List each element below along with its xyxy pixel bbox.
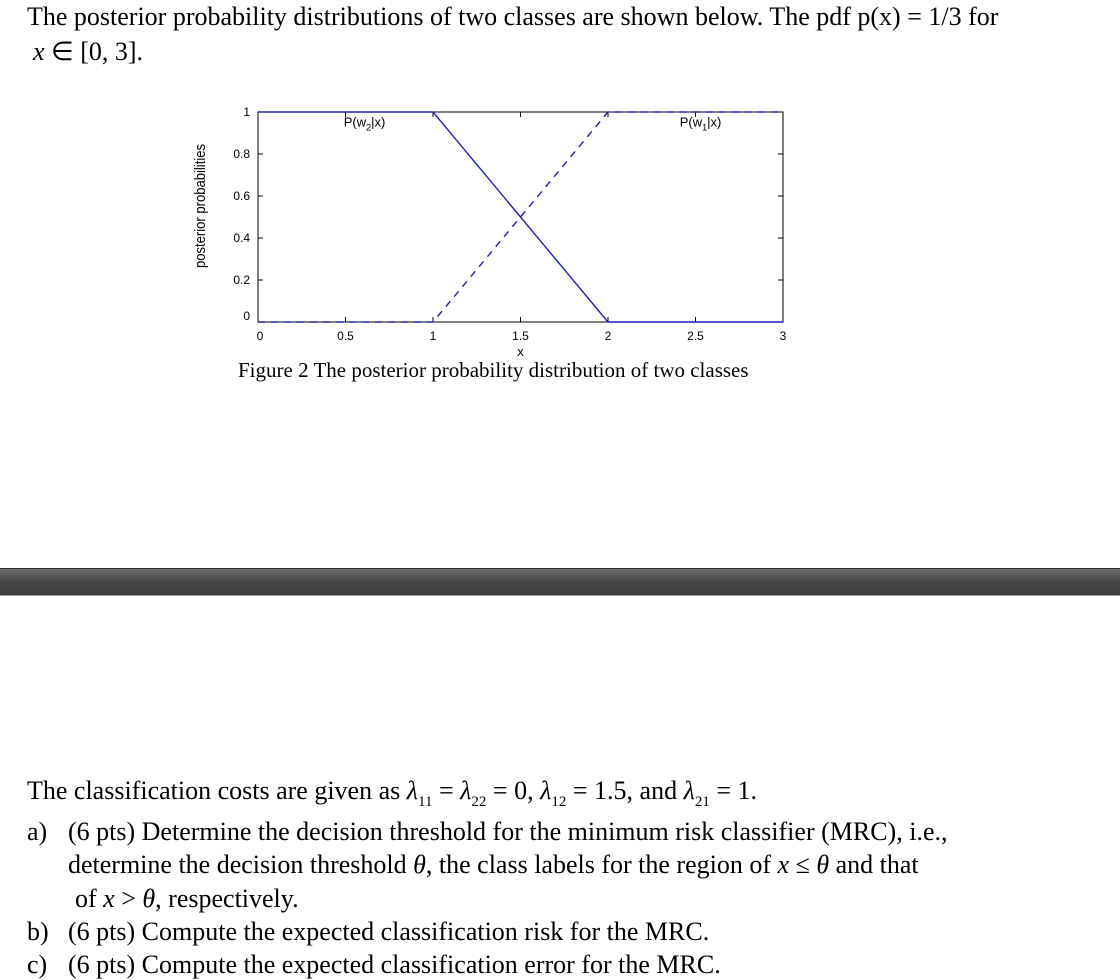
gt: > xyxy=(114,884,143,913)
figure-caption: Figure 2 The posterior probability distribution of two classes xyxy=(238,358,749,382)
lambda-12: λ xyxy=(540,776,552,805)
y-tick-label: 0.8 xyxy=(233,147,250,161)
series-label-w1: $P(w_1|x)$ xyxy=(679,114,722,133)
y-tick-label: 1 xyxy=(243,105,250,119)
theta-2: θ xyxy=(816,850,830,879)
zero-value: 0, xyxy=(514,776,541,805)
x-tick-label: 2.5 xyxy=(687,329,704,343)
a2-mid: , the class labels for the region of xyxy=(425,850,778,879)
x-axis-label: x xyxy=(517,344,524,359)
intro-line-2 xyxy=(33,37,143,67)
lambda-21-value: 1 xyxy=(737,776,751,805)
x-tick-label: 2 xyxy=(604,329,612,343)
question-c-text: (6 pts) Compute the expected classification error for the MRC. xyxy=(68,950,721,979)
eq-4: = xyxy=(709,776,738,805)
x-tick-label: 0.5 xyxy=(337,329,354,343)
question-b-label: b) xyxy=(27,917,49,946)
x-tick-label: 0 xyxy=(256,329,264,343)
y-tick-label: 0 xyxy=(243,309,250,323)
intro-line-1: The posterior probability distributions of two classes are shown below. The pdf p(x) = 1/3 for xyxy=(27,2,999,31)
series-label-w2: $P(w_2|x)$ xyxy=(343,114,386,133)
a2-end: and that xyxy=(829,850,919,879)
posterior-chart xyxy=(185,95,815,360)
lambda-21-sub: 21 xyxy=(694,794,710,810)
x-1: x xyxy=(777,850,790,879)
lambda-21: λ xyxy=(683,776,695,805)
eq-3: = xyxy=(566,776,595,805)
a2-pre: determine the decision threshold xyxy=(68,850,414,879)
lambda-22-sub: 22 xyxy=(471,794,487,810)
question-a-label: a) xyxy=(27,817,48,846)
eq-2: = xyxy=(486,776,515,805)
lambda-12-value: 1.5 xyxy=(594,776,627,805)
x-tick-label: 1 xyxy=(429,329,437,343)
domain-text: ∈ [0, 3]. xyxy=(44,37,144,66)
lambda-11: λ xyxy=(406,776,419,805)
lambda-12-sub: 12 xyxy=(551,794,567,810)
y-tick-label: 0.6 xyxy=(233,189,250,203)
eq-1: = xyxy=(432,776,461,805)
question-c-label: c) xyxy=(27,950,48,979)
and-text: , and xyxy=(626,776,684,805)
x-tick-label: 3 xyxy=(779,329,787,343)
y-tick-label: 0.4 xyxy=(233,231,250,245)
costs-prefix: The classification costs are given as xyxy=(27,776,407,805)
a3-pre: of xyxy=(75,884,104,913)
question-a-line-3 xyxy=(75,884,299,914)
a3-end: , respectively. xyxy=(155,884,299,913)
question-b-text: (6 pts) Compute the expected classification risk for the MRC. xyxy=(68,917,710,946)
lambda-22: λ xyxy=(460,776,472,805)
var-x: x xyxy=(33,37,45,66)
costs-line xyxy=(27,776,757,810)
question-a-line-2 xyxy=(68,850,919,880)
question-a-line-1: (6 pts) Determine the decision threshold for the minimum risk classifier (MRC), i.e., xyxy=(68,817,948,846)
lambda-11-sub: 11 xyxy=(418,794,433,810)
section-divider-bar xyxy=(0,568,1120,596)
x-tick-label: 1.5 xyxy=(512,329,529,343)
theta-3: θ xyxy=(142,884,156,913)
x-2: x xyxy=(103,884,115,913)
leq: ≤ xyxy=(789,850,817,879)
y-axis-label: posterior probabilities xyxy=(192,125,209,268)
theta-1: θ xyxy=(413,850,426,879)
costs-end: . xyxy=(750,776,758,805)
y-tick-label: 0.2 xyxy=(233,273,250,287)
